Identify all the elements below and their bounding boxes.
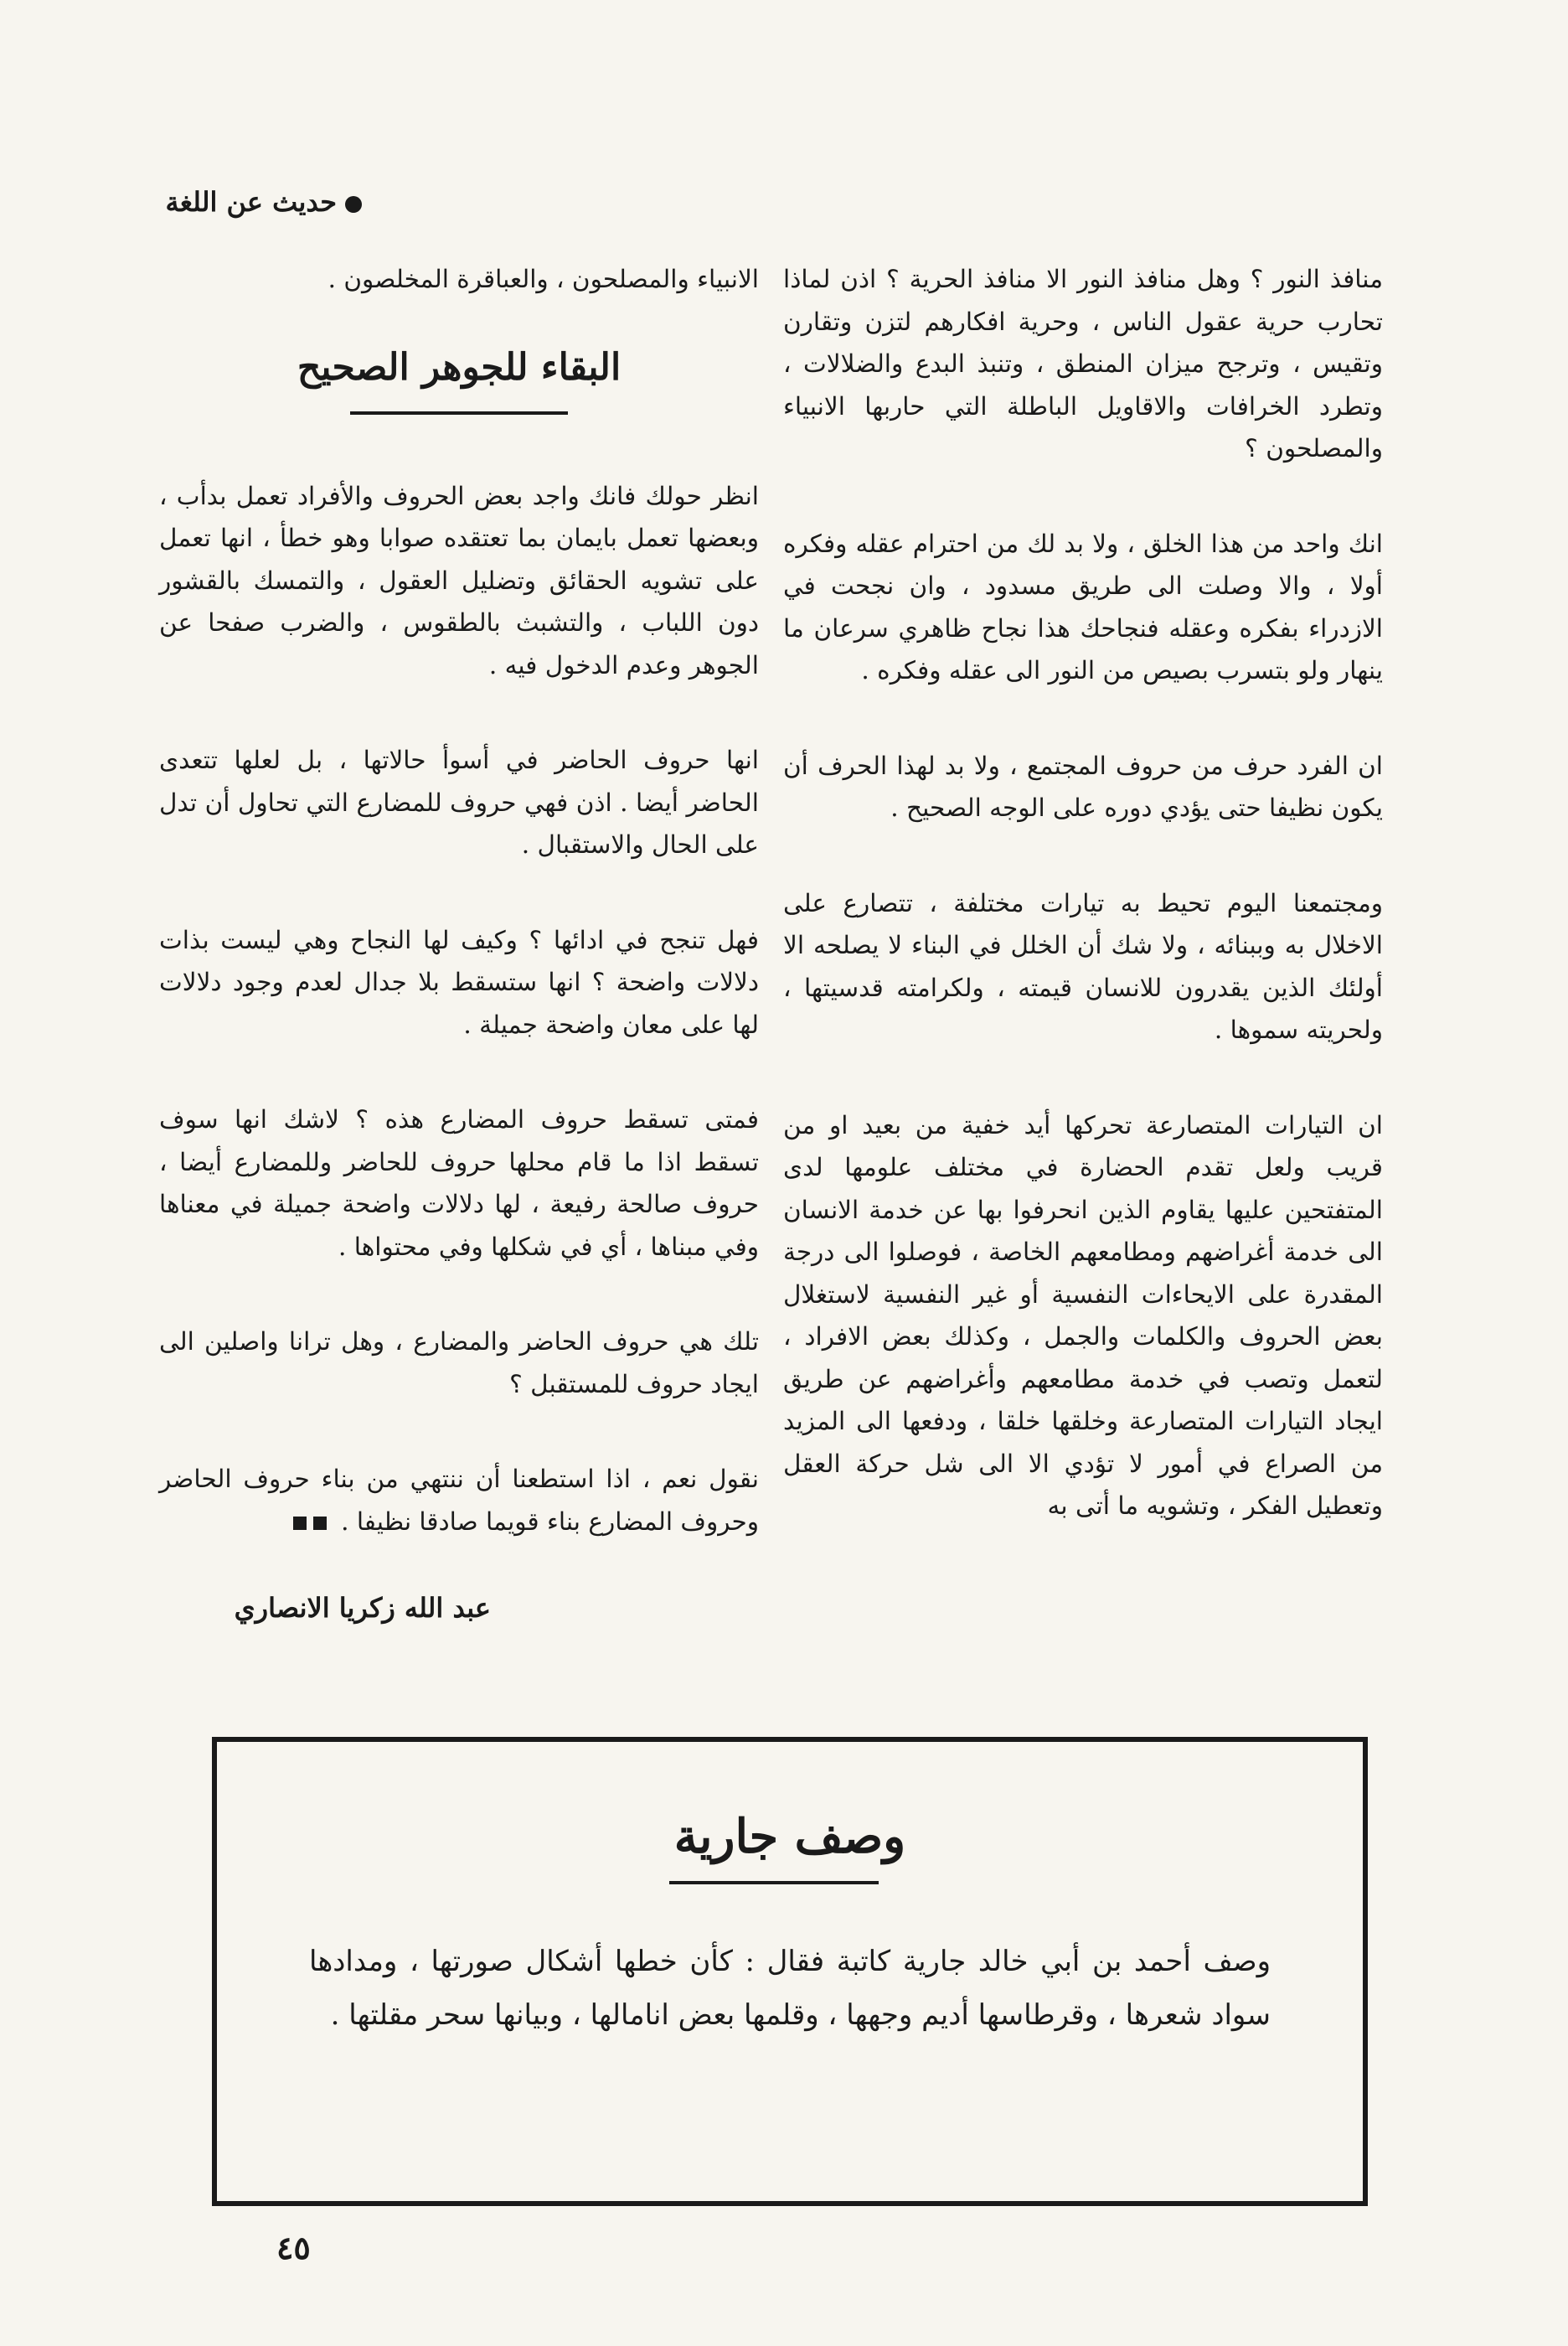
right-paragraph-4: ومجتمعنا اليوم تحيط به تيارات مختلفة ، تتصارع على الاخلال به وببنائه ، ولا شك أن الخلل في البناء لا يصلحه الا أولئك الذين يقدرون للانسان قيمته ، ولكرامته قدسيتها ، ولحريته سموها . <box>783 888 1383 1044</box>
end-mark-icon <box>313 1517 327 1530</box>
page-number: ٤٥ <box>276 2229 311 2266</box>
left-paragraph-3: فهل تنجح في ادائها ؟ وكيف لها النجاح وهي ليست بذات دلالات واضحة ؟ انها ستسقط بلا جدال لعدم وجود دلالات لها على معان واضحة جميلة . <box>159 925 759 1039</box>
section-header-label: حديث عن اللغة <box>165 186 337 218</box>
left-paragraph-6 <box>159 1458 759 1542</box>
left-paragraph-2: انها حروف الحاضر في أسوأ حالاتها ، بل لعلها تتعدى الحاضر أيضا . اذن فهي حروف للمضارع التي تحاول أن تدل على الحال والاستقبال . <box>159 746 759 859</box>
box-title-underline <box>669 1881 879 1884</box>
bullet-icon <box>345 196 362 213</box>
author-signature: عبد الله زكريا الانصاري <box>234 1592 491 1624</box>
end-mark-icon <box>293 1517 307 1530</box>
right-paragraph-3: ان الفرد حرف من حروف المجتمع ، ولا بد لهذا الحرف أن يكون نظيفا حتى يؤدي دوره على الوجه الصحيح . <box>783 751 1383 822</box>
left-paragraph-1: انظر حولك فانك واجد بعض الحروف والأفراد تعمل بدأب ، وبعضها تعمل بايمان بما تعتقده صوابا وهو خطأ ، انها تعمل على تشويه الحقائق وتضليل العقول ، والتمسك بالقشور دون اللباب ، والتشبث بالطقوس ، والضرب صفحا عن الجوهر وعدم الدخول فيه . <box>159 481 759 680</box>
left-paragraph-5: تلك هي حروف الحاضر والمضارع ، وهل ترانا واصلين الى ايجاد حروف للمستقبل ؟ <box>159 1327 759 1398</box>
left-intro-line: الانبياء والمصلحون ، والعباقرة المخلصون . <box>328 265 759 293</box>
section-header <box>166 186 362 218</box>
right-paragraph-1: منافذ النور ؟ وهل منافذ النور الا منافذ الحرية ؟ اذن لماذا تحارب حرية عقول الناس ، وحرية افكارهم لتزن وتقارن وتقيس ، وترجح ميزان المنطق ، وتنبذ البدع والضلالات ، وتطرد الخرافات والاقاويل الباطلة التي حاربها الانبياء والمصلحون ؟ <box>783 265 1383 462</box>
left-paragraph-4: فمتى تسقط حروف المضارع هذه ؟ لاشك انها سوف تسقط اذا ما قام محلها حروف للحاضر وللمضارع أيضا ، حروف صالحة رفيعة ، لها دلالات واضحة جميلة في معناها وفي مبناها ، أي في شكلها وفي محتواها . <box>159 1105 759 1261</box>
right-paragraph-5: ان التيارات المتصارعة تحركها أيد خفية من بعيد او من قريب ولعل تقدم الحضارة في مختلف علومها لدى المتفتحين عليها يقاوم الذين انحرفوا بها عن خدمة الانسان الى خدمة أغراضهم ومطامعهم الخاصة ، فوصلوا الى درجة المقدرة على الايحاءات النفسية أو غير النفسية لاستغلال بعض الحروف والكلمات والجمل ، وكذلك بعض الافراد ، لتعمل وتصب في خدمة مطامعهم وأغراضهم عن طريق ايجاد التيارات المتصارعة وخلقها خلقا ، ودفعها الى المزيد من الصراع في أمور لا تؤدي الا الى شل حركة العقل وتعطيل الفكر ، وتشويه ما أتى به <box>783 1110 1383 1520</box>
title-underline <box>350 411 568 415</box>
box-title: وصف جارية <box>673 1809 906 1864</box>
box-text: وصف أحمد بن أبي خالد جارية كاتبة فقال : كأن خطها أشكال صورتها ، ومدادها سواد شعرها ، وقرطاسها أديم وجهها ، وقلمها بعض انامالها ، وبيانها سحر مقلتها . <box>309 1945 1271 2032</box>
left-paragraph-6-text: نقول نعم ، اذا استطعنا أن ننتهي من بناء حروف الحاضر وحروف المضارع بناء قويما صادقا نظيفا . <box>159 1465 759 1536</box>
right-paragraph-2: انك واحد من هذا الخلق ، ولا بد لك من احترام عقله وفكره أولا ، والا وصلت الى طريق مسدود ، وان نجحت في الازدراء بفكره وعقله فنجاحك هذا نجاح ظاهري سرعان ما ينهار ولو بتسرب بصيص من النور الى عقله وفكره . <box>783 529 1383 685</box>
left-column <box>159 258 759 1630</box>
quote-box <box>212 1737 1368 2206</box>
right-column <box>783 258 1383 1580</box>
section-title: البقاء للجوهر الصحيح <box>297 345 622 389</box>
